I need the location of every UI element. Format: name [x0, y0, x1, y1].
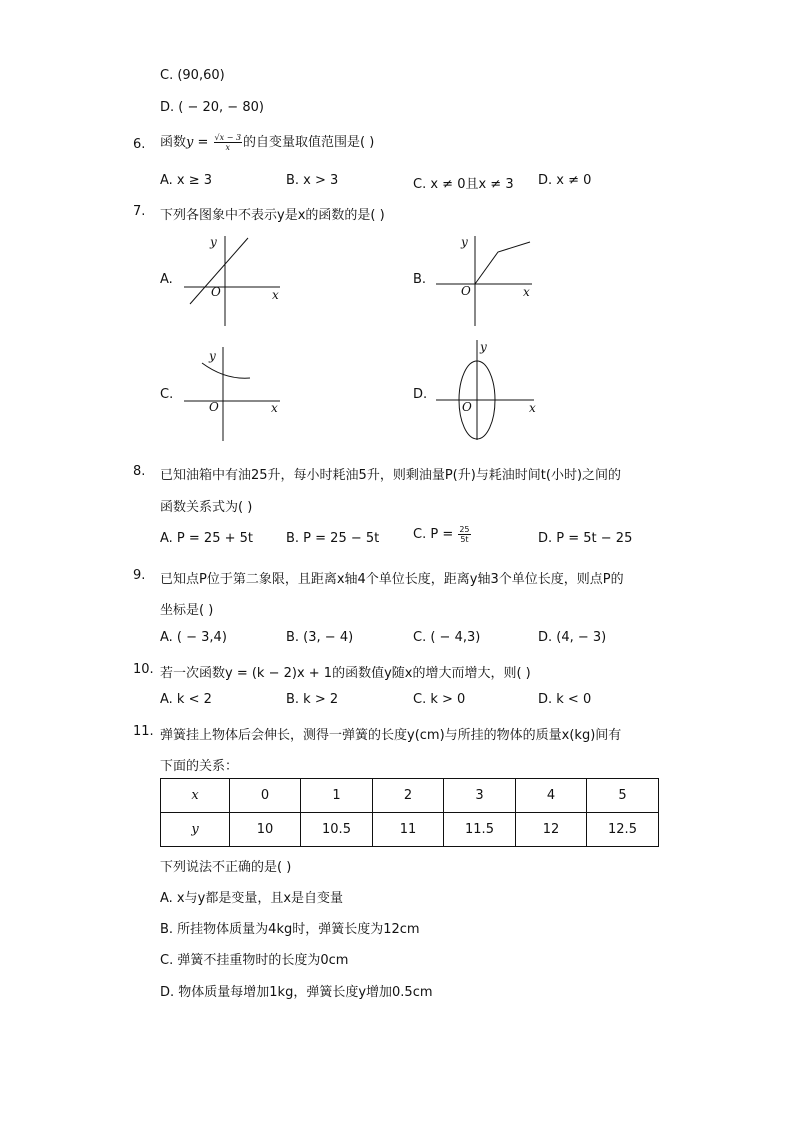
q7-graph-d-x-label: x — [529, 401, 536, 415]
q8-number: 8. — [133, 464, 146, 479]
q9-stem-line2: 坐标是( ) — [160, 603, 214, 618]
q10-option-c: C. k > 0 — [413, 692, 466, 707]
q10-option-b: B. k > 2 — [286, 692, 339, 707]
q6-fraction — [214, 133, 243, 152]
q7-graph-b — [432, 228, 542, 330]
q8-option-c-fraction — [458, 525, 470, 544]
q6-prefix: 函数 — [160, 135, 187, 150]
q8-option-c — [413, 525, 472, 544]
q8-option-c-bot: 5t — [460, 535, 469, 544]
table-cell: y — [161, 813, 230, 847]
q9-number: 9. — [133, 568, 146, 583]
q10-option-d: D. k < 0 — [538, 692, 592, 707]
q7-label-b: B. — [413, 272, 427, 287]
q6-option-c: C. x ≠ 0且x ≠ 3 — [413, 177, 514, 192]
q7-graph-d — [432, 336, 544, 446]
q6-eq: = — [193, 135, 213, 150]
q11-option-b: B. 所挂物体质量为4kg时，弹簧长度为12cm — [160, 922, 420, 937]
q10-option-a: A. k < 2 — [160, 692, 212, 707]
q6-frac-top: √x − 3 — [214, 133, 242, 142]
q8-stem-line1: 已知油箱中有油25升，每小时耗油5升，则剩油量P(升)与耗油时间t(小时)之间的 — [160, 468, 622, 483]
table-cell: 2 — [373, 779, 444, 813]
table-cell: 1 — [301, 779, 373, 813]
q6-var-y: y — [186, 135, 194, 150]
q8-option-a: A. P = 25 + 5t — [160, 531, 253, 546]
q7-graph-c — [180, 341, 290, 445]
table-cell: 3 — [444, 779, 516, 813]
q11-number: 11. — [133, 724, 154, 739]
q11-option-d: D. 物体质量每增加1kg，弹簧长度y增加0.5cm — [160, 985, 433, 1000]
q7-graph-a-y-label: y — [210, 235, 217, 249]
table-cell: 4 — [516, 779, 587, 813]
q7-graph-a-origin: O — [211, 285, 221, 299]
q8-stem-line2: 函数关系式为( ) — [160, 500, 253, 515]
q7-graph-c-curve — [202, 363, 250, 378]
table-cell: 11 — [373, 813, 444, 847]
q8-option-b: B. P = 25 − 5t — [286, 531, 380, 546]
table-cell: 5 — [587, 779, 659, 813]
q5-option-d: D. ( − 20, − 80) — [160, 100, 264, 115]
q6-number: 6. — [133, 137, 146, 152]
q7-graph-a — [180, 228, 290, 330]
table-cell: 11.5 — [444, 813, 516, 847]
q6-stem — [160, 131, 374, 152]
q7-graph-c-y-label: y — [209, 349, 216, 363]
q11-option-a: A. x与y都是变量，且x是自变量 — [160, 891, 344, 906]
q7-number: 7. — [133, 204, 146, 219]
q7-label-d: D. — [413, 387, 428, 402]
q9-stem-line1: 已知点P位于第二象限，且距离x轴4个单位长度，距离y轴3个单位长度，则点P的 — [160, 572, 624, 587]
q8-option-d: D. P = 5t − 25 — [538, 531, 633, 546]
q7-graph-b-origin: O — [461, 284, 471, 298]
q7-graph-c-x-label: x — [271, 401, 278, 415]
q8-option-c-prefix: C. P = — [413, 527, 458, 542]
q7-graph-b-x-label: x — [523, 285, 530, 299]
q6-option-a: A. x ≥ 3 — [160, 173, 213, 188]
q9-option-d: D. (4, − 3) — [538, 630, 607, 645]
table-row — [161, 813, 659, 847]
q11-stem-line1: 弹簧挂上物体后会伸长，测得一弹簧的长度y(cm)与所挂的物体的质量x(kg)间有 — [160, 728, 622, 743]
q9-option-b: B. (3, − 4) — [286, 630, 354, 645]
q9-option-a: A. ( − 3,4) — [160, 630, 227, 645]
table-cell: 12 — [516, 813, 587, 847]
q7-stem: 下列各图象中不表示y是x的函数的是( ) — [160, 208, 385, 223]
table-cell: 12.5 — [587, 813, 659, 847]
q5-option-c: C. (90,60) — [160, 68, 225, 83]
q11-question: 下列说法不正确的是( ) — [160, 860, 292, 875]
q10-number: 10. — [133, 662, 154, 677]
q7-label-a: A. — [160, 272, 173, 287]
q6-suffix: 的自变量取值范围是( ) — [243, 135, 375, 150]
q7-label-c: C. — [160, 387, 174, 402]
q11-stem-line2: 下面的关系： — [160, 759, 239, 774]
q10-stem: 若一次函数y = (k − 2)x + 1的函数值y随x的增大而增大，则( ) — [160, 666, 531, 681]
q7-graph-b-line — [475, 242, 530, 284]
table-cell: x — [161, 779, 230, 813]
table-row — [161, 779, 659, 813]
q6-option-b: B. x > 3 — [286, 173, 339, 188]
q11-option-c: C. 弹簧不挂重物时的长度为0cm — [160, 953, 349, 968]
q6-frac-bot: x — [225, 143, 231, 152]
table-cell: 10 — [230, 813, 301, 847]
q9-option-c: C. ( − 4,3) — [413, 630, 481, 645]
q7-graph-d-y-label: y — [480, 340, 487, 354]
q11-data-table — [160, 778, 659, 847]
q8-option-c-top: 25 — [459, 525, 470, 534]
q7-graph-b-y-label: y — [461, 235, 468, 249]
table-cell: 10.5 — [301, 813, 373, 847]
q7-graph-d-origin: O — [462, 400, 472, 414]
q7-graph-c-origin: O — [209, 400, 219, 414]
q6-option-d: D. x ≠ 0 — [538, 173, 592, 188]
table-cell: 0 — [230, 779, 301, 813]
q7-graph-a-x-label: x — [272, 288, 279, 302]
